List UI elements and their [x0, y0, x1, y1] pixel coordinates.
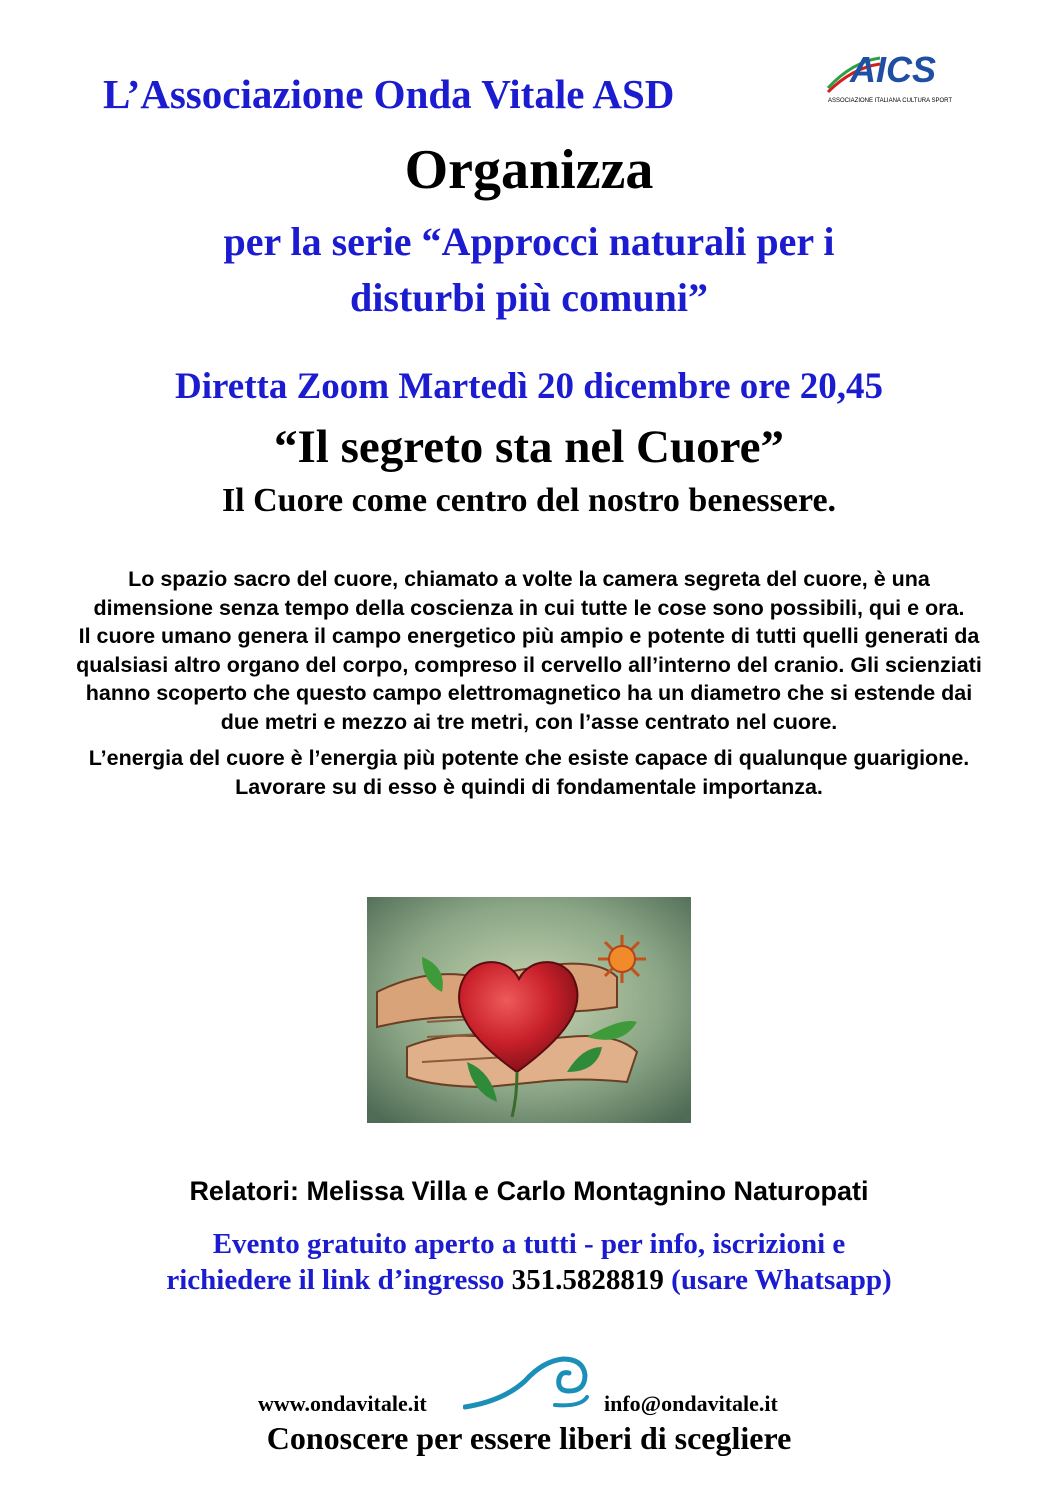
organizza-heading: Organizza — [404, 139, 654, 201]
motto: Conoscere per essere liberi di scegliere — [266, 1420, 792, 1456]
event-subtitle: Il Cuore come centro del nostro benessere. — [221, 482, 837, 519]
aics-logo-subtext: ASSOCIAZIONE ITALIANA CULTURA SPORT — [828, 98, 953, 104]
series-line-2: disturbi più comuni” — [350, 275, 708, 320]
speakers: Relatori: Melissa Villa e Carlo Montagnino Naturopati — [189, 1176, 869, 1206]
event-title: “Il segreto sta nel Cuore” — [274, 421, 784, 473]
event-datetime: Diretta Zoom Martedì 20 dicembre ore 20,45 — [175, 366, 883, 407]
phone-number[interactable]: 351.5828819 — [511, 1264, 664, 1296]
series-line-1: per la serie “Approcci naturali per i — [223, 219, 835, 264]
email-link[interactable]: info@ondavitale.it — [604, 1391, 778, 1416]
description-paragraph-3: L’energia del cuore è l’energia più potente che esiste capace di qualunque guarigione. Lavorare su di esso è quindi di fondamentale importanza. — [88, 746, 970, 799]
description — [70, 565, 988, 801]
info-line-1: Evento gratuito aperto a tutti - per info, iscrizioni e — [212, 1228, 846, 1260]
hands-holding-heart-illustration — [367, 897, 691, 1123]
description-paragraph-1: Lo spazio sacro del cuore, chiamato a volte la camera segreta del cuore, è una dimensione senza tempo della coscienza in cui tutte le cose sono possibili, qui e ora. — [93, 567, 965, 620]
wave-logo-icon — [463, 1351, 593, 1413]
description-paragraph-2: Il cuore umano genera il campo energetico più ampio e potente di tutti quelli generati da qualsiasi altro organo del corpo, compreso il cervello all’interno del cranio. Gli scienziati hanno scoperto che questo campo elettromagnetico ha un diametro che si estende dai due metri e mezzo ai tre metri, con l’asse centrato nel cuore. — [76, 624, 982, 734]
aics-logo — [822, 44, 957, 106]
info-line-2-suffix: (usare Whatsapp) — [663, 1264, 892, 1296]
aics-logo-text: AICS — [850, 49, 937, 90]
association-name: L’Associazione Onda Vitale ASD — [103, 71, 675, 117]
website-link[interactable]: www.ondavitale.it — [258, 1391, 427, 1416]
info-line-2-prefix: richiedere il link d’ingresso — [166, 1264, 512, 1296]
info-line-2 — [0, 1264, 1058, 1297]
